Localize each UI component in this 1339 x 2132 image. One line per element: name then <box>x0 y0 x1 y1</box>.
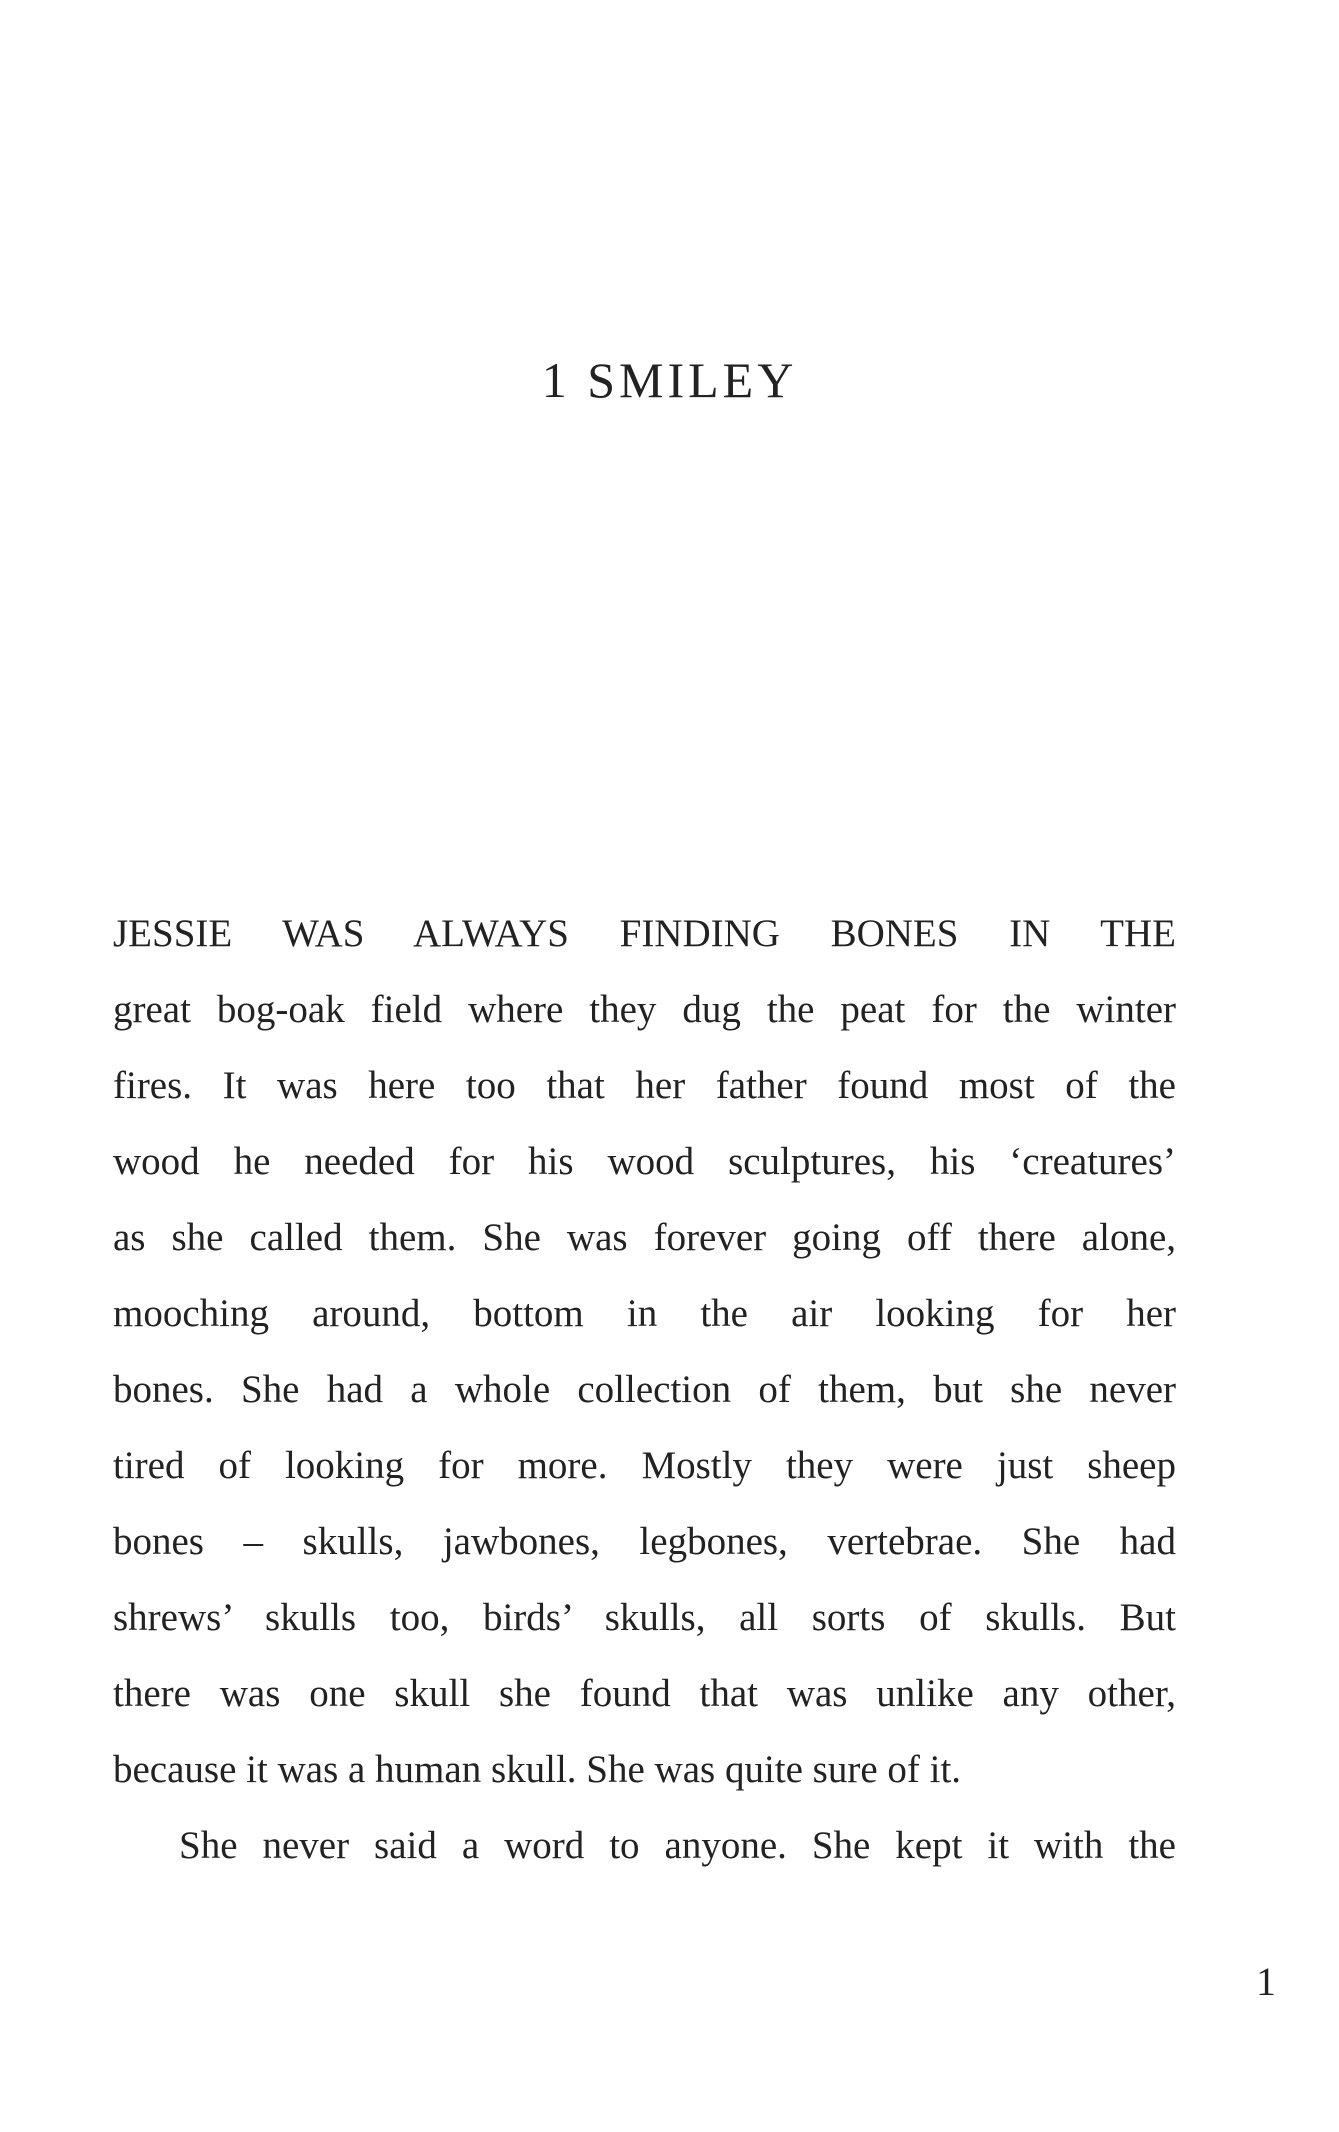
text-line: fires. It was here too that her father found most of the <box>113 1064 1176 1107</box>
text-line: great bog-oak field where they dug the peat for the winter <box>113 988 1176 1031</box>
chapter-title: 1 SMILEY <box>541 352 798 408</box>
text-line: as she called them. She was forever going off there alone, <box>113 1216 1176 1259</box>
text-line: mooching around, bottom in the air looking for her <box>113 1292 1176 1335</box>
text-line: wood he needed for his wood sculptures, his ‘creatures’ <box>113 1140 1176 1183</box>
text-line: She never said a word to anyone. She kept it with the <box>179 1824 1176 1867</box>
text-line: there was one skull she found that was unlike any other, <box>113 1672 1176 1715</box>
text-line: because it was a human skull. She was quite sure of it. <box>113 1748 962 1791</box>
body-text <box>113 896 1176 1884</box>
paragraph-2 <box>113 1808 1176 1884</box>
text-line: bones – skulls, jawbones, legbones, vertebrae. She had <box>113 1520 1176 1563</box>
text-line: JESSIE WAS ALWAYS FINDING BONES IN THE <box>113 912 1176 955</box>
page-number: 1 <box>1256 1959 1276 2004</box>
text-line: bones. She had a whole collection of them, but she never <box>113 1368 1176 1411</box>
text-line: tired of looking for more. Mostly they were just sheep <box>113 1444 1176 1487</box>
paragraph-1 <box>113 896 1176 1808</box>
text-line: shrews’ skulls too, birds’ skulls, all sorts of skulls. But <box>113 1596 1176 1639</box>
